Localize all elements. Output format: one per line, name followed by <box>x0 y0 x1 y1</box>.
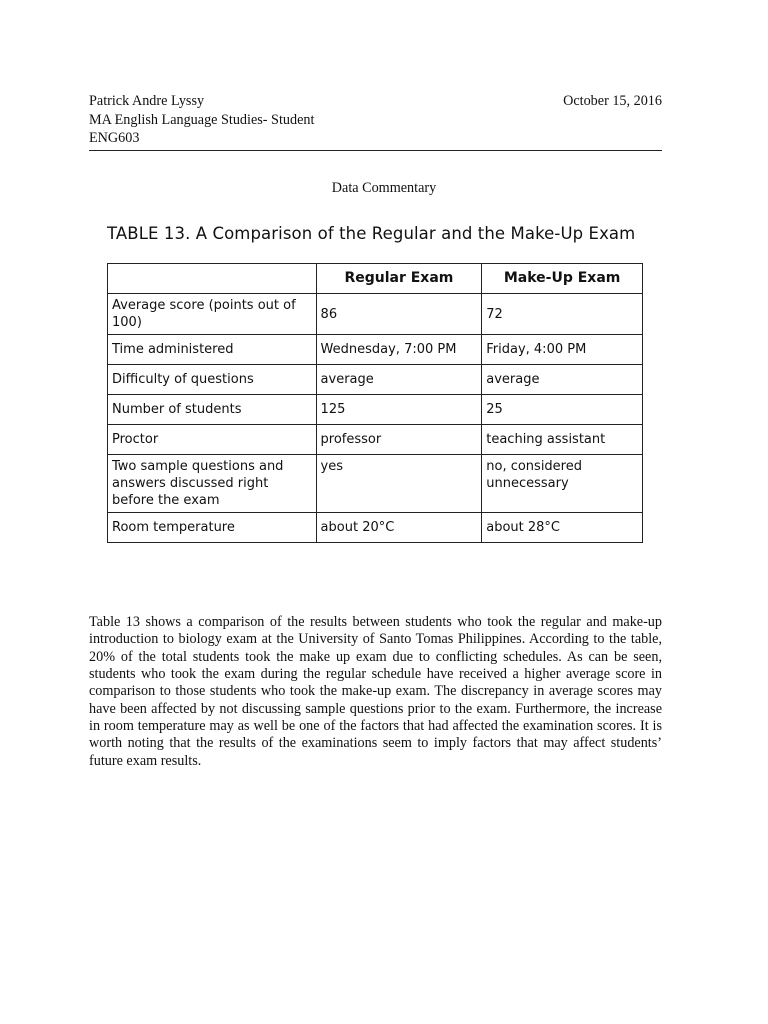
makeup-value: 72 <box>482 294 643 335</box>
table-row <box>108 395 643 425</box>
row-label: Proctor <box>108 425 317 455</box>
row-label: Room temperature <box>108 513 317 543</box>
course-code: ENG603 <box>89 130 140 146</box>
makeup-value: no, considered unnecessary <box>482 455 643 513</box>
table-row <box>108 513 643 543</box>
document-header <box>89 92 662 148</box>
regular-value: yes <box>316 455 482 513</box>
regular-value: professor <box>316 425 482 455</box>
row-label: Time administered <box>108 335 317 365</box>
author-name: Patrick Andre Lyssy <box>89 93 205 109</box>
table-row <box>108 335 643 365</box>
table-header-regular: Regular Exam <box>316 264 482 294</box>
makeup-value: teaching assistant <box>482 425 643 455</box>
page-title: Data Commentary <box>331 180 437 196</box>
table-row <box>108 455 643 513</box>
table-header-makeup: Make-Up Exam <box>482 264 643 294</box>
table-row <box>108 425 643 455</box>
table-header-row <box>108 264 643 294</box>
row-label: Number of students <box>108 395 317 425</box>
table-row <box>108 294 643 335</box>
comparison-table <box>107 263 643 543</box>
commentary-paragraph: Table 13 shows a comparison of the results between students who took the regular and make-up introduction to biology exam at the University of Santo Tomas Philippines. According to the table, 20% of the total students took the make up exam due to conflicting schedules. As can be seen, students who took the exam during the regular schedule have received a higher average score in comparison to those students who took the make-up exam. The discrepancy in average scores may have been affected by not discussing sample questions prior to the exam. Furthermore, the increase in room temperature may as well be one of the factors that had affected the examination scores. It is worth noting that the results of the examinations seem to imply factors that may affect students’ future exam results. <box>89 614 662 769</box>
row-label: Difficulty of questions <box>108 365 317 395</box>
table-row <box>108 365 643 395</box>
makeup-value: 25 <box>482 395 643 425</box>
header-divider <box>89 150 662 151</box>
makeup-value: average <box>482 365 643 395</box>
table-header-blank <box>108 264 317 294</box>
row-label: Two sample questions and answers discussed right before the exam <box>108 455 317 513</box>
regular-value: 86 <box>316 294 482 335</box>
regular-value: Wednesday, 7:00 PM <box>316 335 482 365</box>
makeup-value: Friday, 4:00 PM <box>482 335 643 365</box>
regular-value: 125 <box>316 395 482 425</box>
makeup-value: about 28°C <box>482 513 643 543</box>
document-date: October 15, 2016 <box>563 93 662 109</box>
row-label: Average score (points out of 100) <box>108 294 317 335</box>
regular-value: about 20°C <box>316 513 482 543</box>
table-caption: TABLE 13. A Comparison of the Regular and the Make-Up Exam <box>107 224 636 243</box>
program-line: MA English Language Studies- Student <box>89 111 315 128</box>
regular-value: average <box>316 365 482 395</box>
